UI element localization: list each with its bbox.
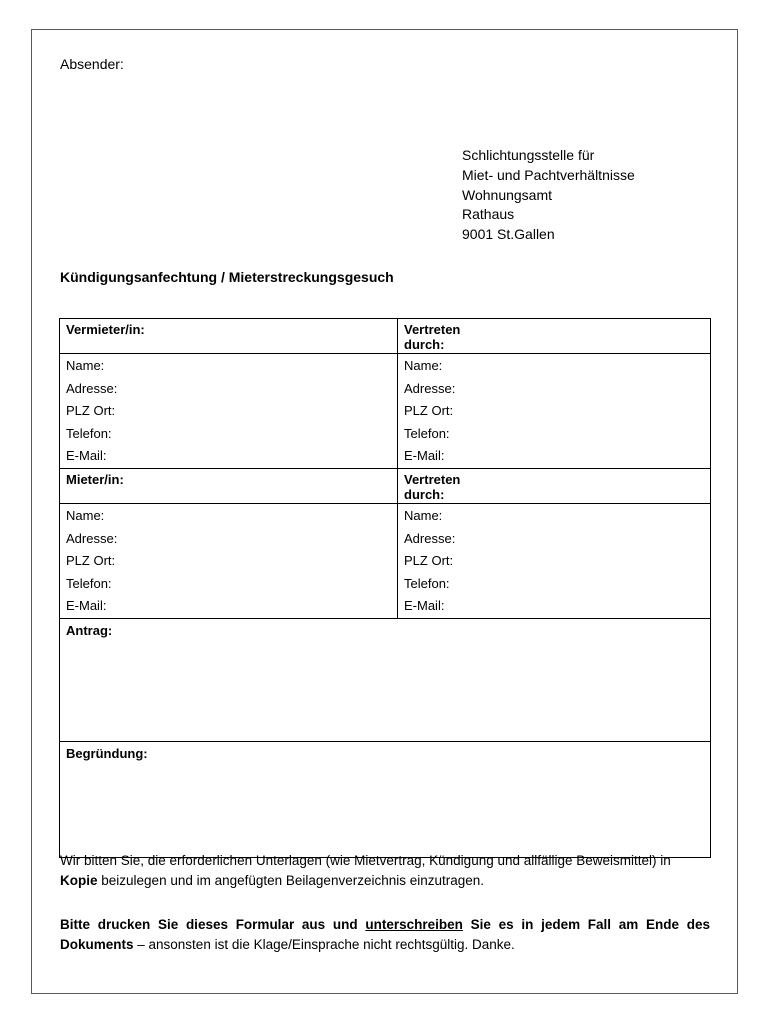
form-table xyxy=(59,318,711,858)
address-field[interactable]: Adresse: xyxy=(404,530,456,546)
rep-heading-line: durch: xyxy=(404,486,445,502)
email-field[interactable]: E-Mail: xyxy=(66,448,107,464)
tenant-representative-heading xyxy=(398,468,711,503)
name-field[interactable]: Name: xyxy=(66,507,105,523)
landlord-representative-fields[interactable] xyxy=(398,354,711,469)
note-text: beizulegen und im angefügten Beilagenverzeichnis einzutragen. xyxy=(97,873,485,888)
warning-text: – ansonsten ist die Klage/Einsprache nicht rechtsgültig. Danke. xyxy=(133,937,515,952)
email-field[interactable]: E-Mail: xyxy=(66,598,107,614)
zip-city-field[interactable]: PLZ Ort: xyxy=(66,403,116,419)
address-field[interactable]: Adresse: xyxy=(66,530,118,546)
landlord-fields[interactable] xyxy=(60,354,398,469)
name-field[interactable]: Name: xyxy=(404,358,443,373)
request-row xyxy=(60,618,711,741)
document-title: Kündigungsanfechtung / Mieterstreckungsgesuch xyxy=(60,269,394,285)
phone-field[interactable]: Telefon: xyxy=(404,425,450,441)
request-field[interactable] xyxy=(60,618,711,741)
rep-heading-line: Vertreten xyxy=(404,322,461,337)
phone-field[interactable]: Telefon: xyxy=(404,575,450,591)
zip-city-field[interactable]: PLZ Ort: xyxy=(404,403,454,419)
email-field[interactable]: E-Mail: xyxy=(404,598,445,614)
tenant-header-row xyxy=(60,468,711,503)
zip-city-field[interactable]: PLZ Ort: xyxy=(66,553,116,569)
recipient-address xyxy=(462,146,635,245)
landlord-header-row xyxy=(60,319,711,354)
documents-note xyxy=(60,851,710,891)
note-bold-text: Kopie xyxy=(60,873,98,888)
recipient-line: Miet- und Pachtverhältnisse xyxy=(462,166,635,183)
email-field[interactable]: E-Mail: xyxy=(404,448,445,464)
rep-heading-line: Vertreten xyxy=(404,471,461,487)
recipient-line: Schlichtungsstelle für xyxy=(462,147,595,163)
address-field[interactable]: Adresse: xyxy=(66,380,118,396)
landlord-heading: Vermieter/in: xyxy=(60,319,398,354)
name-field[interactable]: Name: xyxy=(66,358,105,373)
note-text: Wir bitten Sie, die erforderlichen Unterlagen (wie Mietvertrag, Kündigung und allfällige Beweismittel) in xyxy=(60,853,671,868)
signature-warning xyxy=(60,915,710,955)
request-label: Antrag: xyxy=(66,622,113,638)
warning-text: Bitte drucken Sie dieses Formular aus und xyxy=(60,917,366,932)
warning-underlined-text: unterschreiben xyxy=(365,917,463,932)
reason-label: Begründung: xyxy=(66,745,148,761)
recipient-line: 9001 St.Gallen xyxy=(462,226,555,243)
recipient-line: Wohnungsamt xyxy=(462,186,553,203)
sender-label: Absender: xyxy=(60,56,124,72)
reason-row xyxy=(60,741,711,857)
recipient-line: Rathaus xyxy=(462,206,515,223)
tenant-heading: Mieter/in: xyxy=(60,468,398,503)
phone-field[interactable]: Telefon: xyxy=(66,575,112,591)
address-field[interactable]: Adresse: xyxy=(404,380,456,396)
tenant-representative-fields[interactable] xyxy=(398,503,711,618)
reason-field[interactable] xyxy=(60,741,711,857)
tenant-fields-row xyxy=(60,503,711,618)
zip-city-field[interactable]: PLZ Ort: xyxy=(404,553,454,569)
landlord-representative-heading xyxy=(398,319,711,354)
landlord-fields-row xyxy=(60,354,711,469)
tenant-fields[interactable] xyxy=(60,503,398,618)
phone-field[interactable]: Telefon: xyxy=(66,425,112,441)
warning-text: Sie es in jedem Fall am Ende des Dokuments xyxy=(60,917,710,952)
name-field[interactable]: Name: xyxy=(404,507,443,523)
rep-heading-line: durch: xyxy=(404,337,445,352)
